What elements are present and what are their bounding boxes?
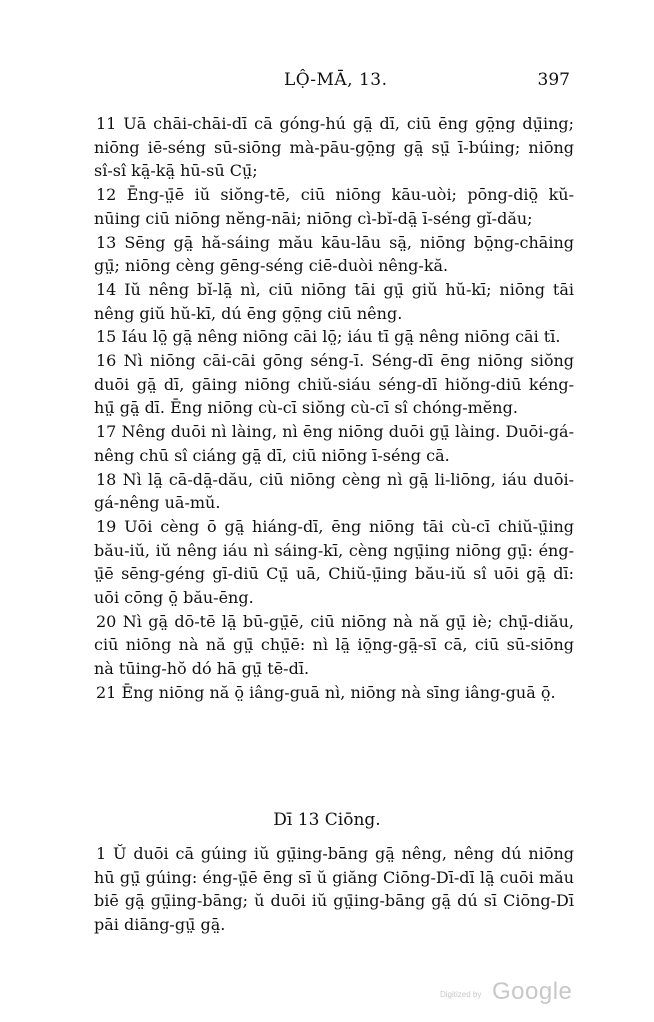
verse-17: 17 Nêng duōi nì làing, nì ēng niōng duōi gṳ̄ làing. Duōi-gá-nêng chū sî ciáng gā̤ dī, ciū niōng ī-séng cā. [94, 422, 574, 465]
verse-14: 14 Iŭ nêng bĭ-lā̤ nì, ciū niōng tāi gṳ̄ giŭ hŭ-kī; niōng tāi nêng giŭ hŭ-kī, dú ēng gō̤ng ciū nêng. [94, 279, 574, 323]
page-number: 397 [537, 70, 570, 90]
verse-15: 15 Iáu lō̤ gā̤ nêng niōng cāi lō̤; iáu tī gā̤ nêng niōng cāi tī. [96, 327, 561, 347]
digitized-watermark [440, 978, 580, 1006]
verse-16: 16 Nì niōng cāi-cāi gōng séng-ī. Séng-dī ēng niōng siŏng duōi gā̤ dī, gāing niōng chiŭ-siáu séng-dī hiŏng-diū kéng-hṳ̄ gā̤ dī. Ēng niōng cù-cī siŏng cù-cī sî chóng-mĕng. [94, 351, 574, 418]
verse-20: 20 Nì gā̤ dō-tē lā̤ bū-gṳ̄ē, ciū niōng nà nă gṳ̄ iè; chṳ̄-diău, ciū niōng nà nă gṳ̄ chṳ̄ē: nì lā̤ iō̤ng-gā̤-sī cā, ciū sū-siōng nà tūing-hŏ dó hā gṳ̄ tē-dī. [94, 611, 574, 679]
body-text [94, 112, 574, 705]
running-title: LỘ-MĀ, 13. [284, 70, 388, 90]
digitized-label: Digitized by [440, 990, 482, 999]
verse-11: 11 Uā chāi-chāi-dī cā góng-hú gā̤ dī, ciū ēng gō̤ng dṳ̄ing; niōng iē-séng sū-siōng mà-pāu-gō̤ng gā̤ sṳ̄ ī-búing; niōng sî-sî kā̤-kā̤ hū-sū Cṳ̄; [94, 114, 574, 181]
chapter-verse-1: 1 Ŭ duōi cā gúing iŭ gṳ̄ing-bāng gā̤ nêng, nêng dú niōng hū gṳ̄ gúing: éng-ṳ̄ē ēng sī ŭ giăng Ciōng-Dī-dī lā̤ cuōi mău biē gā̤ gṳ̄ing-bāng; ŭ duōi iŭ gṳ̄ing-bāng gā̤ dú sī Ciōng-Dī pāi diāng-gṳ̄ gā̤. [94, 844, 574, 935]
page-header [94, 70, 570, 96]
google-logo: Google [492, 978, 573, 1005]
chapter-heading: Dī 13 Ciōng. [273, 810, 381, 830]
chapter-text [94, 842, 574, 937]
verse-19: 19 Uōi cèng ō gā̤ hiáng-dī, ēng niōng tāi cù-cī chiŭ-ṳ̄ing bău-iŭ, iŭ nêng iáu nì sáing-kī, cèng ngṳ̄ing niōng gṳ̄: éng-ṳ̄ē sēng-géng gī-diū Cṳ̄ uā, Chiŭ-ṳ̄ing bău-iŭ sî uōi gā̤ dī: uōi cōng ō̤ bău-ēng. [94, 516, 574, 608]
verse-12: 12 Ēng-ṳ̄ē iŭ siŏng-tē, ciū niōng kāu-uòi; pōng-diō̤ kŭ-nūing ciū niōng nĕng-nāi; niōng cì-bĭ-dā̤ ī-séng gĭ-dău; [94, 185, 574, 228]
verse-21: 21 Ēng niōng nă ō̤ iâng-guā nì, niōng nà sīng iâng-guā ō̤. [96, 682, 556, 702]
verse-18: 18 Nì lā̤ cā-dā̤-dău, ciū niōng cèng nì gā̤ li-liōng, iáu duōi-gá-nêng uā-mŭ. [94, 469, 574, 513]
verse-13: 13 Sēng gā̤ hă-sáing mău kāu-lāu sā̤, niōng bō̤ng-chāing gṳ̄; niōng cèng gēng-séng ciē-duòi nêng-kă. [94, 232, 574, 276]
